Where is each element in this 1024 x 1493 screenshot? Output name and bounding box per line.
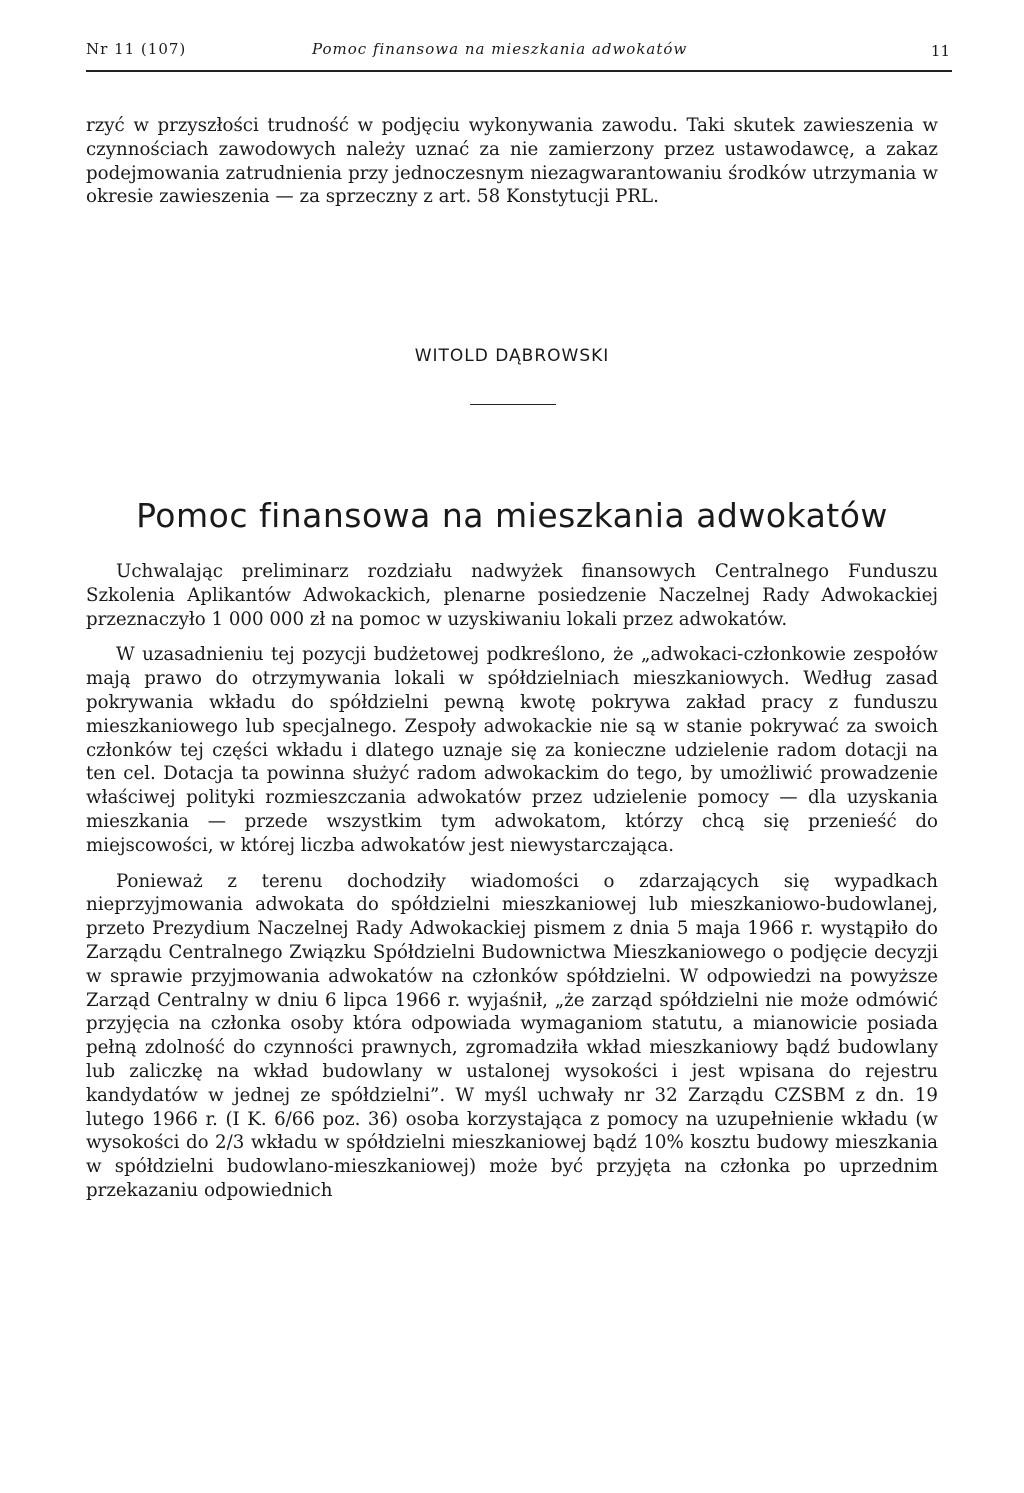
running-header [86, 40, 952, 72]
body-paragraph-3: Ponieważ z terenu dochodziły wiadomości o zdarzających się wypadkach nieprzyjmowania adwokata do spółdzielni mieszkaniowej lub mieszkaniowo-budowlanej, przeto Prezydium Naczelnej Rady Adwokackiej pismem z dnia 5 maja 1966 r. wystąpiło do Zarządu Centralnego Związku Spółdzielni Budownictwa Mieszkaniowego o podjęcie decyzji w sprawie przyjmowania adwokatów na członków spółdzielni. W odpowiedzi na powyższe Zarząd Centralny w dniu 6 lipca 1966 r. wyjaśnił, „że zarząd spółdzielni nie może odmówić przyjęcia na członka osoby która odpowiada wymaganiom statutu, a mianowicie posiada pełną zdolność do czynności prawnych, zgromadziła wkład mieszkaniowy bądź budowlany lub zaliczkę na wkład budowlany w ustalonej wysokości i jest wpisana do rejestru kandydatów w jednej ze spółdzielni”. W myśl uchwały nr 32 Zarządu CZSBM z dn. 19 lutego 1966 r. (I K. 6/66 poz. 36) osoba korzystająca z pomocy na uzupełnienie wkładu (w wysokości do 2/3 wkładu w spółdzielni mieszkaniowej bądź 10% kosztu budowy mieszkania w spółdzielni budowlano-mieszkaniowej) może być przyjęta na członka po uprzednim przekazaniu odpowiednich [86, 870, 938, 1201]
article-title: Pomoc finansowa na mieszkania adwokatów [136, 496, 888, 536]
body-paragraph-1: Uchwalając preliminarz rozdziału nadwyżek finansowych Centralnego Funduszu Szkolenia Aplikantów Adwokackich, plenarne posiedzenie Naczelnej Rady Adwokackiej przeznaczyło 1 000 000 zł na pomoc w uzyskiwaniu lokali przez adwokatów. [86, 561, 938, 630]
running-title: Pomoc finansowa na mieszkania adwokatów [312, 40, 688, 58]
title-separator-rule [470, 404, 556, 405]
issue-number: Nr 11 (107) [86, 40, 187, 58]
continued-text [86, 114, 938, 209]
continued-paragraph: rzyć w przyszłości trudność w podjęciu wykonywania zawodu. Taki skutek zawieszenia w czynnościach zawodowych należy uznać za nie zamierzony przez ustawodawcę, a zakaz podejmowania zatrudnienia przy jednoczesnym niezagwarantowaniu środków utrzymania w okresie zawieszenia — za sprzeczny z art. 58 Konstytucji PRL. [86, 115, 938, 208]
body-paragraph-2: W uzasadnieniu tej pozycji budżetowej podkreślono, że „adwokaci-członkowie zespołów mają prawo do otrzymywania lokali w spółdzielniach mieszkaniowych. Według zasad pokrywania wkładu do spółdzielni pewną kwotę pokrywa zakład pracy z funduszu mieszkaniowego lub specjalnego. Zespoły adwokackie nie są w stanie pokrywać za swoich członków tej części wkładu i dlatego uznaje się za konieczne udzielenie radom dotacji na ten cel. Dotacja ta powinna służyć radom adwokackim do tego, by umożliwić prowadzenie właściwej polityki rozmieszczania adwokatów przez udzielenie pomocy — dla uzyskania mieszkania — przede wszystkim tym adwokatom, którzy chcą się przenieść do miejscowości, w której liczba adwokatów jest niewystarczająca. [86, 644, 938, 856]
article-body [86, 560, 938, 1203]
page-number: 11 [930, 42, 950, 60]
article-author: WITOLD DĄBROWSKI [414, 346, 610, 366]
